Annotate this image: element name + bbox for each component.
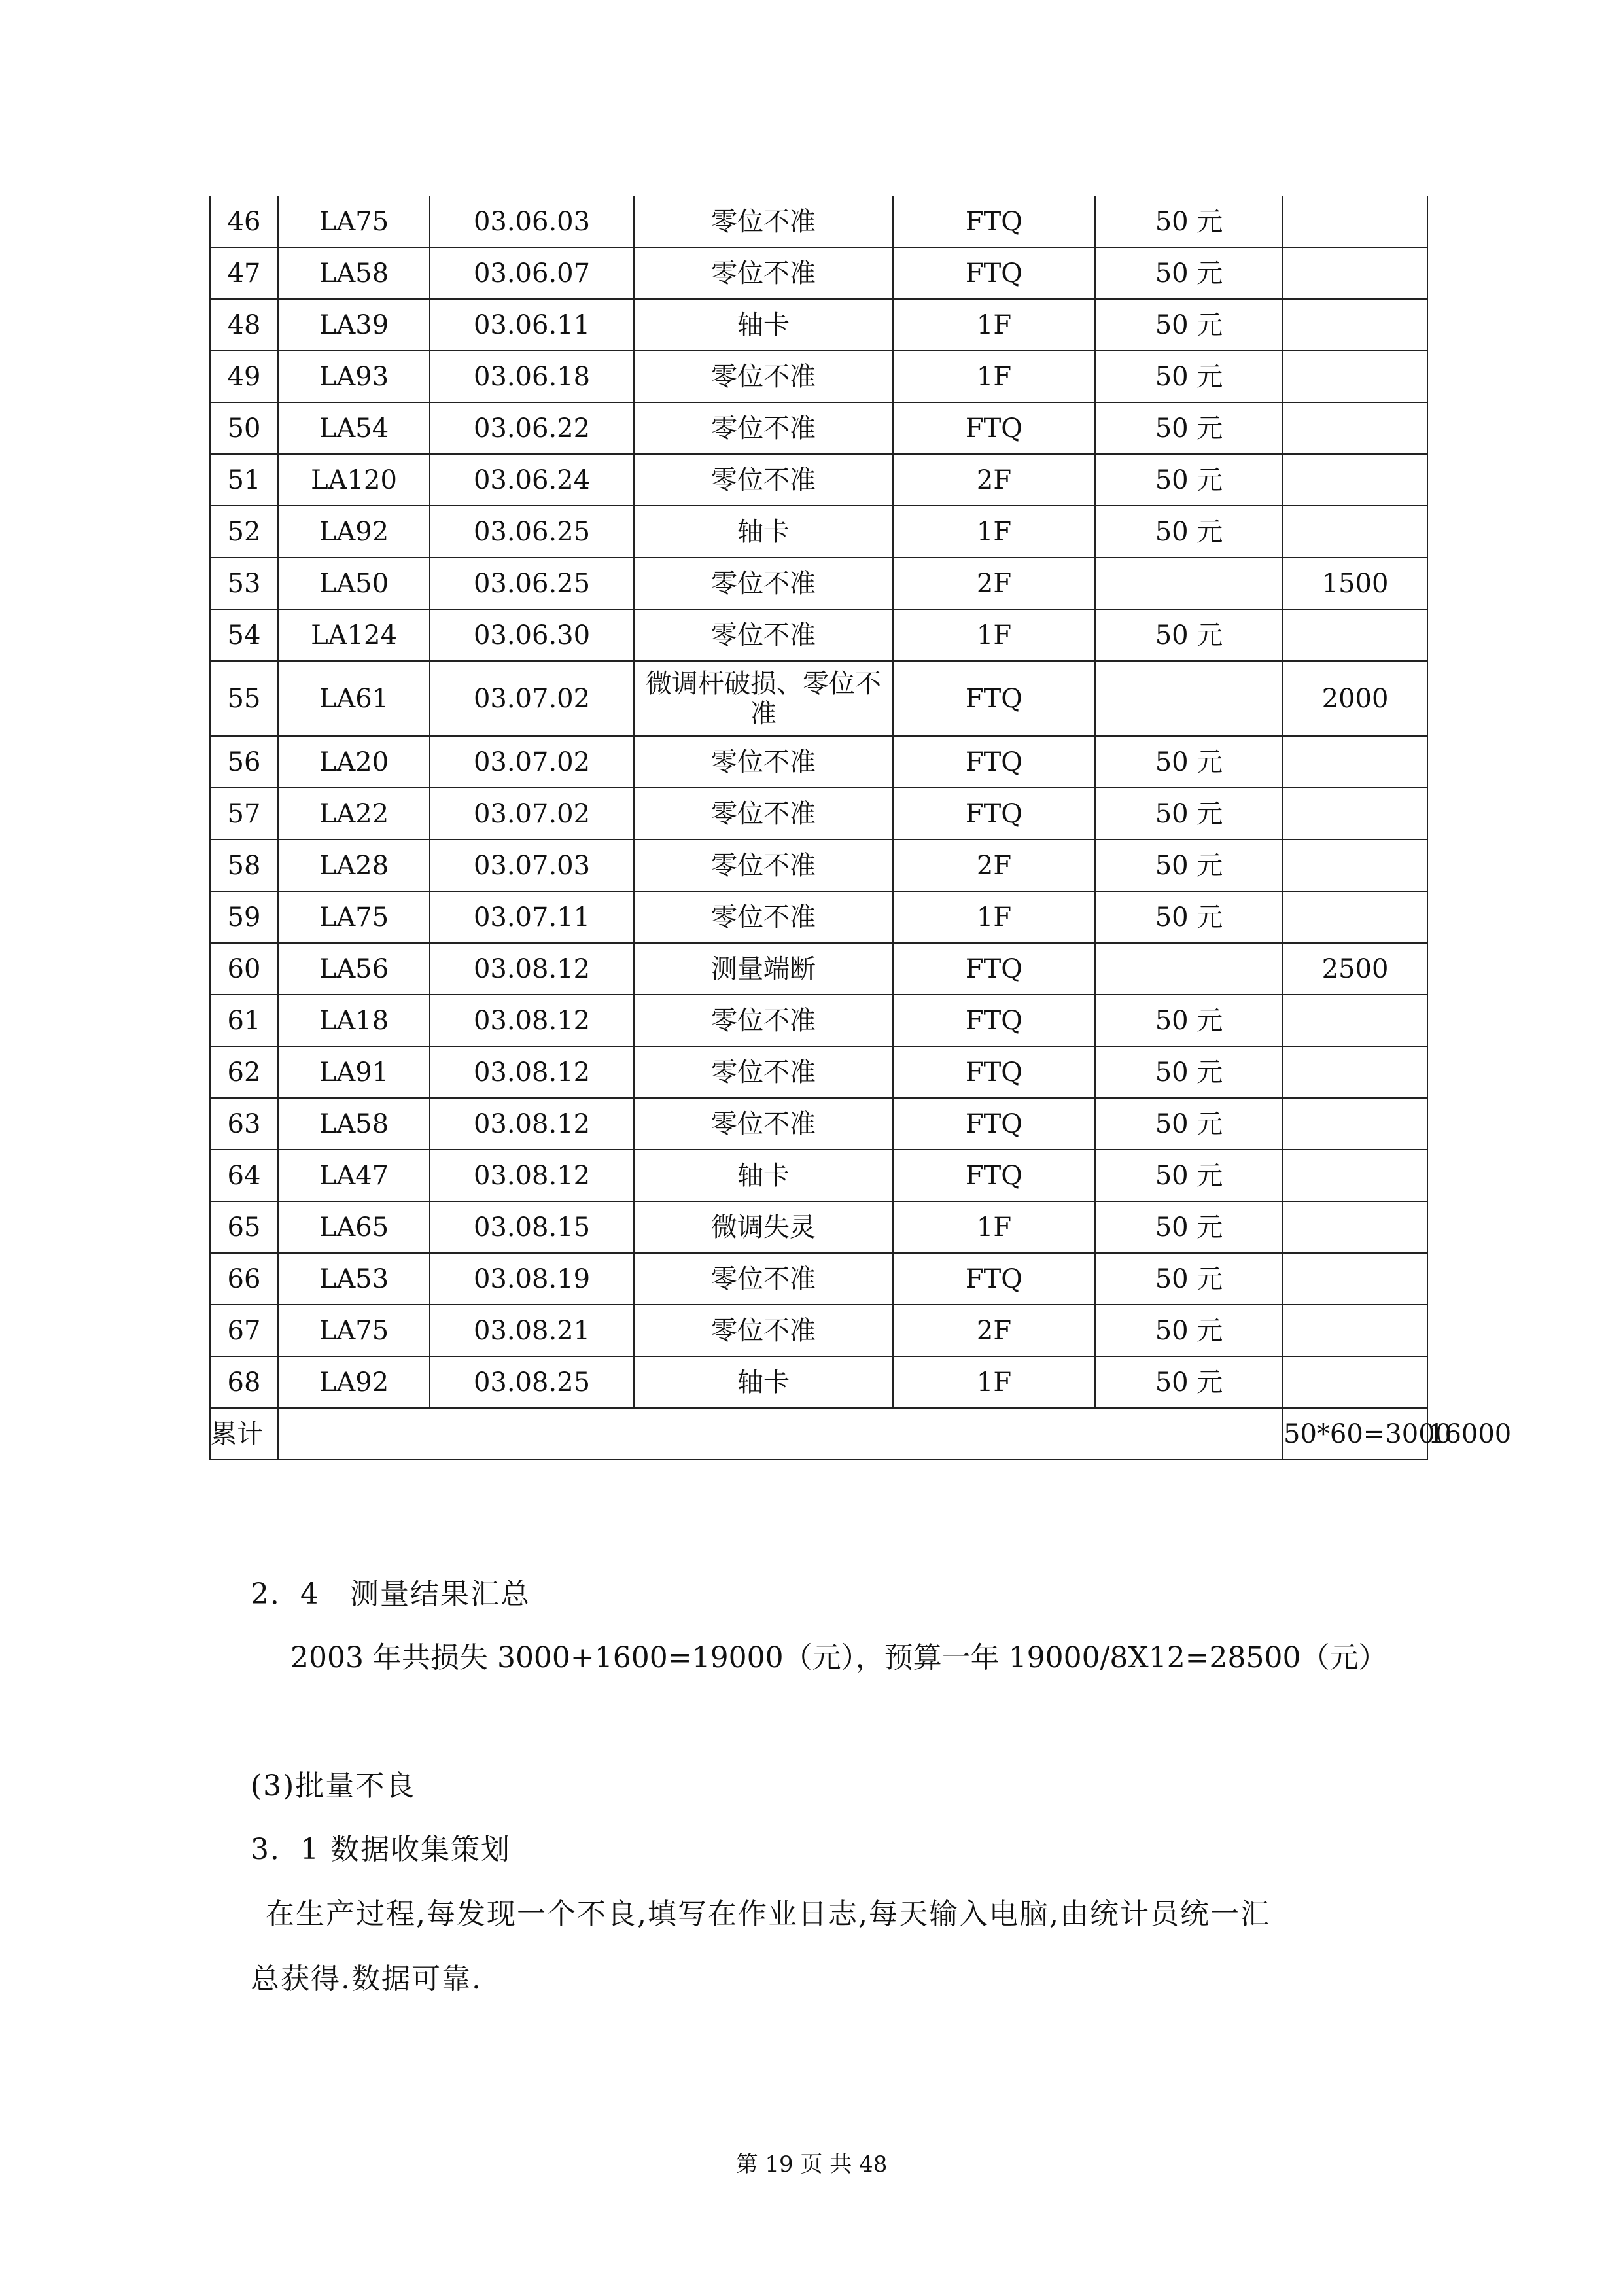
table-cell: 03.06.25 bbox=[430, 557, 634, 609]
table-cell: 1F bbox=[893, 506, 1095, 557]
table-row bbox=[210, 661, 1427, 736]
table-cell bbox=[1283, 609, 1427, 661]
table-cell: 轴卡 bbox=[634, 506, 893, 557]
table-cell: 62 bbox=[210, 1046, 278, 1098]
table-cell: 50 元 bbox=[1095, 995, 1283, 1046]
table-cell: 50 元 bbox=[1095, 351, 1283, 402]
table-cell: LA56 bbox=[278, 943, 430, 995]
table-cell: 2F bbox=[893, 557, 1095, 609]
section-heading-3-1: 3．1 数据收集策划 bbox=[251, 1833, 511, 1866]
table-cell: LA58 bbox=[278, 247, 430, 299]
table-cell bbox=[1283, 1253, 1427, 1305]
table-cell: 50 元 bbox=[1095, 1150, 1283, 1201]
table-cell bbox=[1283, 247, 1427, 299]
table-row bbox=[210, 1046, 1427, 1098]
table-cell: 03.07.11 bbox=[430, 891, 634, 943]
table-row bbox=[210, 351, 1427, 402]
table-row bbox=[210, 995, 1427, 1046]
table-cell: LA75 bbox=[278, 196, 430, 247]
table-cell bbox=[1283, 736, 1427, 788]
table-cell: 零位不准 bbox=[634, 788, 893, 839]
table-cell: LA124 bbox=[278, 609, 430, 661]
table-cell: LA120 bbox=[278, 454, 430, 506]
table-cell: 零位不准 bbox=[634, 995, 893, 1046]
table-cell: 03.06.22 bbox=[430, 402, 634, 454]
table-cell: 50 元 bbox=[1095, 247, 1283, 299]
table-cell: LA61 bbox=[278, 661, 430, 736]
table-cell: 50 元 bbox=[1095, 299, 1283, 351]
table-cell: 零位不准 bbox=[634, 1046, 893, 1098]
table-cell: 03.06.03 bbox=[430, 196, 634, 247]
table-cell: LA18 bbox=[278, 995, 430, 1046]
table-cell: 03.08.12 bbox=[430, 995, 634, 1046]
table-cell: 50 元 bbox=[1095, 1356, 1283, 1408]
table-cell: 63 bbox=[210, 1098, 278, 1150]
table-cell: 零位不准 bbox=[634, 1098, 893, 1150]
table-cell: 52 bbox=[210, 506, 278, 557]
table-cell: 零位不准 bbox=[634, 454, 893, 506]
table-cell: 2F bbox=[893, 454, 1095, 506]
table-cell: FTQ bbox=[893, 661, 1095, 736]
table-row bbox=[210, 788, 1427, 839]
table-cell: 56 bbox=[210, 736, 278, 788]
table-cell: 50 元 bbox=[1095, 196, 1283, 247]
table-row bbox=[210, 1356, 1427, 1408]
table-cell: FTQ bbox=[893, 995, 1095, 1046]
paragraph-line-2: 总获得.数据可靠. bbox=[251, 1962, 482, 1996]
table-cell: 零位不准 bbox=[634, 351, 893, 402]
defect-table bbox=[209, 196, 1512, 1460]
table-cell: 轴卡 bbox=[634, 1150, 893, 1201]
table-cell: FTQ bbox=[893, 402, 1095, 454]
table-cell: 51 bbox=[210, 454, 278, 506]
table-cell: 微调失灵 bbox=[634, 1201, 893, 1253]
table-cell bbox=[1283, 839, 1427, 891]
table-cell: 50 元 bbox=[1095, 1098, 1283, 1150]
table-cell: FTQ bbox=[893, 1253, 1095, 1305]
table-cell: 2F bbox=[893, 1305, 1095, 1356]
table-cell: 64 bbox=[210, 1150, 278, 1201]
table-cell: 03.07.02 bbox=[430, 661, 634, 736]
table-cell bbox=[1283, 995, 1427, 1046]
table-cell: FTQ bbox=[893, 943, 1095, 995]
table-cell: LA54 bbox=[278, 402, 430, 454]
section-heading-3: (3)批量不良 bbox=[251, 1769, 416, 1803]
table-cell bbox=[1283, 1150, 1427, 1201]
table-cell: 03.08.12 bbox=[430, 1098, 634, 1150]
table-cell bbox=[1095, 943, 1283, 995]
table-cell: 50 元 bbox=[1095, 839, 1283, 891]
table-cell: 2F bbox=[893, 839, 1095, 891]
table-cell: 1500 bbox=[1283, 557, 1427, 609]
table-cell: 1F bbox=[893, 1356, 1095, 1408]
table-cell: 03.08.12 bbox=[430, 943, 634, 995]
table-row bbox=[210, 454, 1427, 506]
table-cell: 50 bbox=[210, 402, 278, 454]
table-row bbox=[210, 891, 1427, 943]
table-cell: FTQ bbox=[893, 1150, 1095, 1201]
table-cell bbox=[1283, 891, 1427, 943]
table-cell: FTQ bbox=[893, 196, 1095, 247]
table-cell: 03.06.25 bbox=[430, 506, 634, 557]
table-cell: 测量端断 bbox=[634, 943, 893, 995]
section-heading-2-4: 2．4 测量结果汇总 bbox=[251, 1578, 531, 1611]
table-cell: 零位不准 bbox=[634, 557, 893, 609]
total-fixed: 50*60=3000 bbox=[1283, 1408, 1427, 1460]
table-cell: 50 元 bbox=[1095, 1046, 1283, 1098]
table-row bbox=[210, 1305, 1427, 1356]
table-cell: 55 bbox=[210, 661, 278, 736]
table-cell: 03.08.12 bbox=[430, 1046, 634, 1098]
table-cell: 03.08.21 bbox=[430, 1305, 634, 1356]
table-cell: 零位不准 bbox=[634, 1253, 893, 1305]
table-row bbox=[210, 299, 1427, 351]
table-row bbox=[210, 247, 1427, 299]
table-cell bbox=[1283, 1098, 1427, 1150]
table-cell: LA20 bbox=[278, 736, 430, 788]
table-row bbox=[210, 839, 1427, 891]
table-cell: 1F bbox=[893, 299, 1095, 351]
table-cell: 零位不准 bbox=[634, 196, 893, 247]
table-cell: LA47 bbox=[278, 1150, 430, 1201]
table-row bbox=[210, 506, 1427, 557]
table-cell: LA93 bbox=[278, 351, 430, 402]
table-cell: 50 元 bbox=[1095, 454, 1283, 506]
table-cell: 60 bbox=[210, 943, 278, 995]
table-cell: 53 bbox=[210, 557, 278, 609]
table-row bbox=[210, 1201, 1427, 1253]
table-cell: 50 元 bbox=[1095, 506, 1283, 557]
section-2-4-text: 2003 年共损失 3000+1600=19000（元），预算一年 19000/8X12=28500（元） bbox=[290, 1641, 1387, 1674]
table-cell: LA22 bbox=[278, 788, 430, 839]
table-cell: LA53 bbox=[278, 1253, 430, 1305]
table-row bbox=[210, 736, 1427, 788]
table-cell: 48 bbox=[210, 299, 278, 351]
table-row bbox=[210, 943, 1427, 995]
table-cell: 59 bbox=[210, 891, 278, 943]
table-cell: LA92 bbox=[278, 1356, 430, 1408]
total-row: 累计 50*60=3000 16000 bbox=[210, 1408, 1427, 1460]
table-cell: 零位不准 bbox=[634, 736, 893, 788]
table-cell: 68 bbox=[210, 1356, 278, 1408]
table-cell bbox=[1283, 1305, 1427, 1356]
paragraph-line-1: 在生产过程,每发现一个不良,填写在作业日志,每天输入电脑,由统计员统一汇 bbox=[266, 1898, 1270, 1931]
table-row bbox=[210, 196, 1427, 247]
table-cell: 03.06.24 bbox=[430, 454, 634, 506]
table-cell: 1F bbox=[893, 609, 1095, 661]
table-row bbox=[210, 1253, 1427, 1305]
table-cell: 50 元 bbox=[1095, 609, 1283, 661]
table-cell: 微调杆破损、零位不准 bbox=[634, 661, 893, 736]
table-cell bbox=[1283, 351, 1427, 402]
table-cell: 49 bbox=[210, 351, 278, 402]
table-cell: 零位不准 bbox=[634, 891, 893, 943]
table-cell: 零位不准 bbox=[634, 609, 893, 661]
table-cell: 66 bbox=[210, 1253, 278, 1305]
table-cell: LA75 bbox=[278, 1305, 430, 1356]
table-cell: 61 bbox=[210, 995, 278, 1046]
table-cell: 03.07.03 bbox=[430, 839, 634, 891]
table-cell: 03.06.30 bbox=[430, 609, 634, 661]
table-cell: 零位不准 bbox=[634, 839, 893, 891]
table-cell bbox=[1283, 788, 1427, 839]
table-cell: LA50 bbox=[278, 557, 430, 609]
table-cell bbox=[1283, 1201, 1427, 1253]
table-cell: 03.08.15 bbox=[430, 1201, 634, 1253]
table-cell bbox=[1095, 661, 1283, 736]
page-footer: 第 19 页 共 48 bbox=[735, 2151, 888, 2178]
table-cell: 03.08.25 bbox=[430, 1356, 634, 1408]
table-cell: LA92 bbox=[278, 506, 430, 557]
table-cell: 零位不准 bbox=[634, 247, 893, 299]
table-cell: 50 元 bbox=[1095, 891, 1283, 943]
table-cell: 50 元 bbox=[1095, 788, 1283, 839]
table-cell: 54 bbox=[210, 609, 278, 661]
table-cell: LA75 bbox=[278, 891, 430, 943]
table-cell: FTQ bbox=[893, 247, 1095, 299]
table-row bbox=[210, 557, 1427, 609]
table-cell: LA91 bbox=[278, 1046, 430, 1098]
table-cell: 65 bbox=[210, 1201, 278, 1253]
table-row bbox=[210, 609, 1427, 661]
table-cell: LA28 bbox=[278, 839, 430, 891]
table-cell: 03.06.07 bbox=[430, 247, 634, 299]
table-cell: 1F bbox=[893, 891, 1095, 943]
table-cell: 2500 bbox=[1283, 943, 1427, 995]
table-cell: 03.06.18 bbox=[430, 351, 634, 402]
table-cell: LA39 bbox=[278, 299, 430, 351]
table-cell: 57 bbox=[210, 788, 278, 839]
total-label: 累计 bbox=[210, 1408, 278, 1460]
table-cell: FTQ bbox=[893, 1098, 1095, 1150]
table-row bbox=[210, 402, 1427, 454]
table-cell: 67 bbox=[210, 1305, 278, 1356]
table-cell bbox=[1283, 196, 1427, 247]
table-cell: 1F bbox=[893, 351, 1095, 402]
table-cell bbox=[1283, 1046, 1427, 1098]
table-cell bbox=[1283, 402, 1427, 454]
table-cell: 零位不准 bbox=[634, 1305, 893, 1356]
table-cell: 03.06.11 bbox=[430, 299, 634, 351]
table-cell: FTQ bbox=[893, 736, 1095, 788]
table-cell: FTQ bbox=[893, 1046, 1095, 1098]
table-cell: LA58 bbox=[278, 1098, 430, 1150]
table-cell bbox=[1095, 557, 1283, 609]
table-cell: 轴卡 bbox=[634, 1356, 893, 1408]
table-cell: 50 元 bbox=[1095, 1201, 1283, 1253]
table-cell: FTQ bbox=[893, 788, 1095, 839]
table-cell: 03.07.02 bbox=[430, 736, 634, 788]
table-cell: 47 bbox=[210, 247, 278, 299]
table-cell: 03.08.19 bbox=[430, 1253, 634, 1305]
table-row bbox=[210, 1150, 1427, 1201]
table-cell: 58 bbox=[210, 839, 278, 891]
table-cell: 03.07.02 bbox=[430, 788, 634, 839]
table-cell: LA65 bbox=[278, 1201, 430, 1253]
total-blank bbox=[278, 1408, 1283, 1460]
table-cell: 50 元 bbox=[1095, 1305, 1283, 1356]
table-cell: 50 元 bbox=[1095, 1253, 1283, 1305]
table-cell bbox=[1283, 299, 1427, 351]
table-cell bbox=[1283, 454, 1427, 506]
table-cell: 轴卡 bbox=[634, 299, 893, 351]
table-cell: 1F bbox=[893, 1201, 1095, 1253]
table-cell: 03.08.12 bbox=[430, 1150, 634, 1201]
table-row bbox=[210, 1098, 1427, 1150]
table-cell: 46 bbox=[210, 196, 278, 247]
table-cell: 零位不准 bbox=[634, 402, 893, 454]
table-cell: 50 元 bbox=[1095, 736, 1283, 788]
table-cell bbox=[1283, 1356, 1427, 1408]
table-cell bbox=[1283, 506, 1427, 557]
table-cell: 50 元 bbox=[1095, 402, 1283, 454]
table-cell: 2000 bbox=[1283, 661, 1427, 736]
